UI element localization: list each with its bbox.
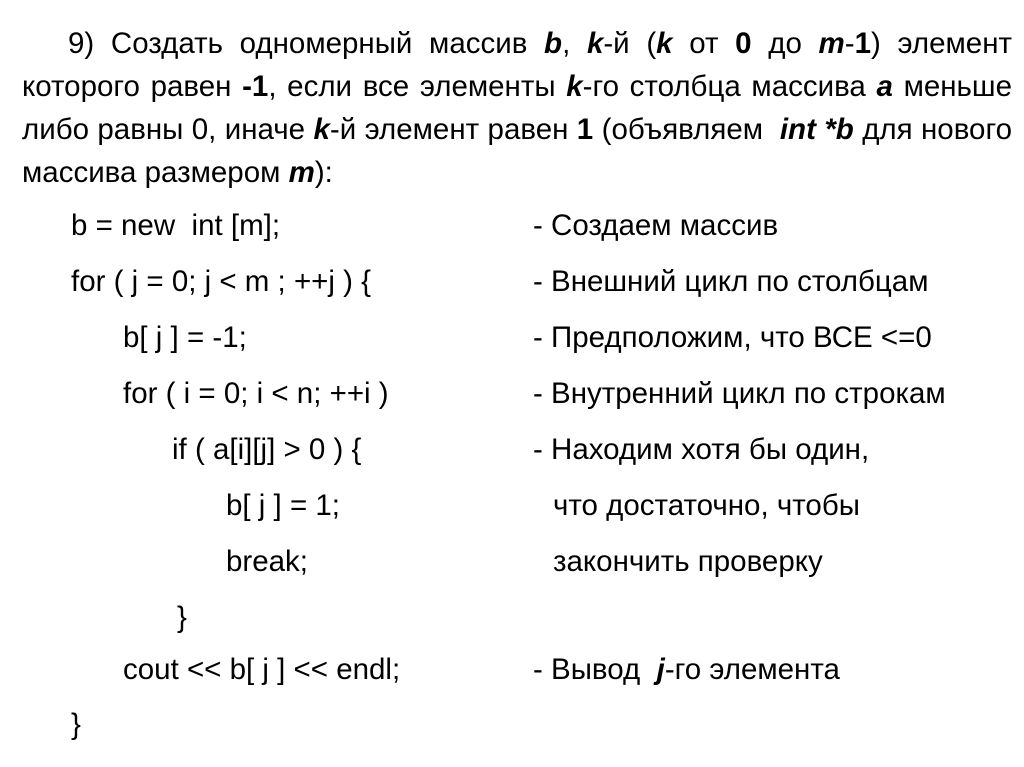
- number-one: 1: [576, 113, 594, 146]
- number-minus-one: -1: [242, 70, 269, 103]
- code-line: b[ j ] = 1;: [226, 489, 340, 522]
- number-zero: 0: [735, 27, 752, 60]
- code-comment: - Находим хотя бы один,: [533, 433, 870, 466]
- var-k: k: [566, 70, 583, 103]
- code-line: b[ j ] = -1;: [123, 321, 247, 354]
- task-text: ):: [314, 156, 333, 189]
- task-text: меньше либо равны 0, иначе: [22, 70, 1013, 146]
- var-j: j: [656, 653, 665, 686]
- code-comment: - Создаем массив: [533, 209, 779, 242]
- task-text: ) элемент которого равен: [22, 27, 1012, 103]
- code-comment: - Внутренний цикл по строкам: [533, 377, 946, 410]
- code-line: }: [71, 708, 81, 741]
- var-m: m: [288, 156, 315, 189]
- code-comment: что достаточно, чтобы: [553, 489, 860, 522]
- var-a: a: [876, 70, 893, 103]
- code-line: }: [177, 601, 187, 634]
- task-text: 9) Создать одномерный массив: [68, 27, 545, 60]
- task-text: -го столбца массива: [582, 70, 877, 103]
- code-line: cout << b[ j ] << endl;: [123, 653, 401, 686]
- code-comment: - Предположим, что ВСЕ <=0: [533, 321, 932, 354]
- code-line: for ( j = 0; j < m ; ++j ) {: [71, 265, 372, 298]
- task-text: -й (: [603, 27, 657, 60]
- code-line: for ( i = 0; i < n; ++i ): [123, 377, 389, 410]
- var-k: k: [586, 27, 604, 60]
- comment-text: - Вывод: [533, 653, 657, 686]
- task-text: для нового массива размером: [22, 113, 1012, 189]
- keyword-int: int: [779, 113, 816, 146]
- var-k: k: [313, 113, 330, 146]
- var-m: m: [818, 27, 845, 60]
- task-text: ,: [562, 27, 587, 60]
- code-line: b = new int [m];: [71, 209, 281, 242]
- code-comment: - Внешний цикл по столбцам: [533, 265, 929, 298]
- task-text: -: [844, 27, 855, 60]
- task-text: до: [751, 27, 819, 60]
- code-line: if ( a[i][j] > 0 ) {: [172, 433, 362, 466]
- task-text: (объявляем: [593, 113, 780, 146]
- number-one: 1: [854, 27, 871, 60]
- code-comment: закончить проверку: [553, 545, 823, 578]
- comment-text: -го элемента: [664, 653, 840, 686]
- var-k: k: [656, 27, 673, 60]
- task-text: от: [672, 27, 736, 60]
- code-line: break;: [226, 545, 308, 578]
- task-text: -й элемент равен: [329, 113, 577, 146]
- pointer-b: *b: [824, 113, 854, 146]
- task-text: , если все элементы: [268, 70, 567, 103]
- var-b: b: [544, 27, 563, 60]
- code-comment: [533, 652, 840, 688]
- task-description: [22, 22, 1012, 194]
